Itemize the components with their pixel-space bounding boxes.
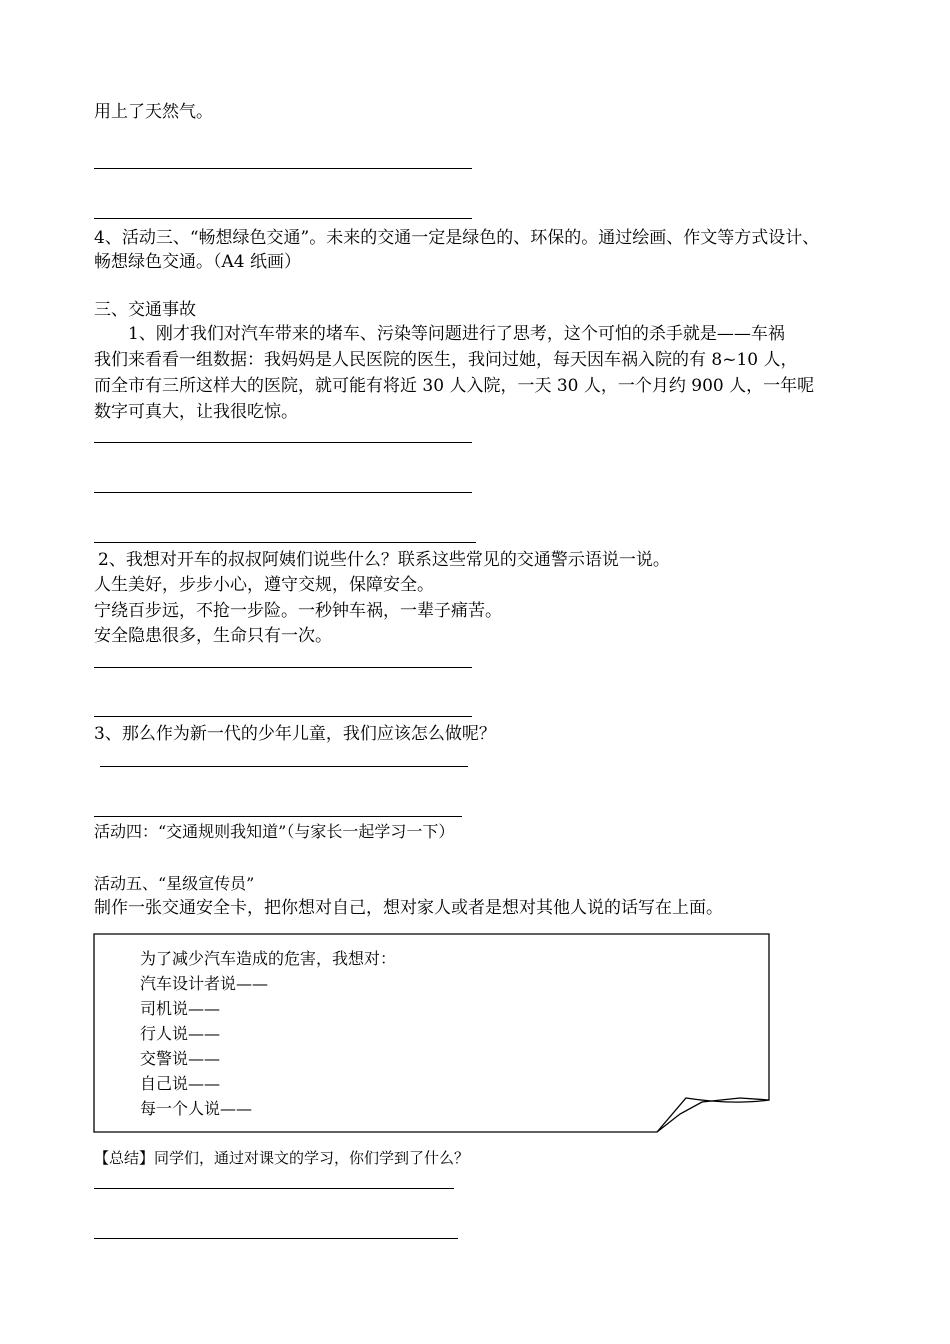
text-line: 3、那么作为新一代的少年儿童，我们应该怎么做呢？ [94, 724, 496, 744]
text-line: 2、我想对开车的叔叔阿姨们说些什么？联系这些常见的交通警示语说一说。 [98, 550, 670, 570]
activity-three-text: 4、活动三、“畅想绿色交通”。未来的交通一定是绿色的、环保的。通过绘画、作文等方式设计、 [94, 228, 820, 248]
answer-line [94, 492, 472, 493]
answer-line [94, 1238, 458, 1239]
activity-five-heading: 活动五、“星级宣传员” [94, 874, 255, 893]
text-line: 制作一张交通安全卡，把你想对自己，想对家人或者是想对其他人说的话写在上面。 [94, 898, 723, 918]
summary-prompt: 【总结】同学们，通过对课文的学习，你们学到了什么？ [94, 1149, 470, 1167]
answer-line [94, 1188, 454, 1189]
card-line: 为了减少汽车造成的危害，我想对： [140, 949, 397, 968]
text-line: 用上了天然气。 [94, 102, 213, 122]
slogan-line: 宁绕百步远，不抢一步险。一秒钟车祸，一辈子痛苦。 [94, 601, 502, 621]
answer-line [94, 816, 462, 817]
answer-line [100, 766, 468, 767]
text-line: 畅想绿色交通。（A4 纸画） [94, 252, 301, 272]
card-line: 每一个人说—— [140, 1099, 253, 1118]
answer-line [94, 716, 472, 717]
card-line: 汽车设计者说—— [140, 974, 269, 993]
slogan-line: 安全隐患很多，生命只有一次。 [94, 626, 332, 646]
text-line: 我们来看看一组数据：我妈妈是人民医院的医生，我问过她，每天因车祸入院的有 8~10 人， [94, 350, 798, 370]
answer-line [94, 168, 472, 169]
card-line: 自己说—— [140, 1074, 221, 1093]
card-line: 行人说—— [140, 1024, 221, 1043]
card-line: 司机说—— [140, 999, 221, 1018]
section-heading: 三、交通事故 [94, 300, 196, 320]
answer-line [94, 542, 476, 543]
text-line: 数字可真大，让我很吃惊。 [94, 402, 298, 422]
answer-line [94, 218, 472, 219]
text-line: 1、刚才我们对汽车带来的堵车、污染等问题进行了思考，这个可怕的杀手就是——车祸 [128, 324, 785, 344]
activity-four-heading: 活动四：“交通规则我知道”（与家长一起学习一下） [94, 822, 455, 841]
card-line: 交警说—— [140, 1049, 221, 1068]
answer-line [94, 667, 472, 668]
slogan-line: 人生美好，步步小心，遵守交规，保障安全。 [94, 575, 434, 595]
answer-line [94, 442, 472, 443]
text-line: 而全市有三所这样大的医院，就可能有将近 30 人入院，一天 30 人，一个月约 900 人，一年呢 [94, 376, 815, 396]
